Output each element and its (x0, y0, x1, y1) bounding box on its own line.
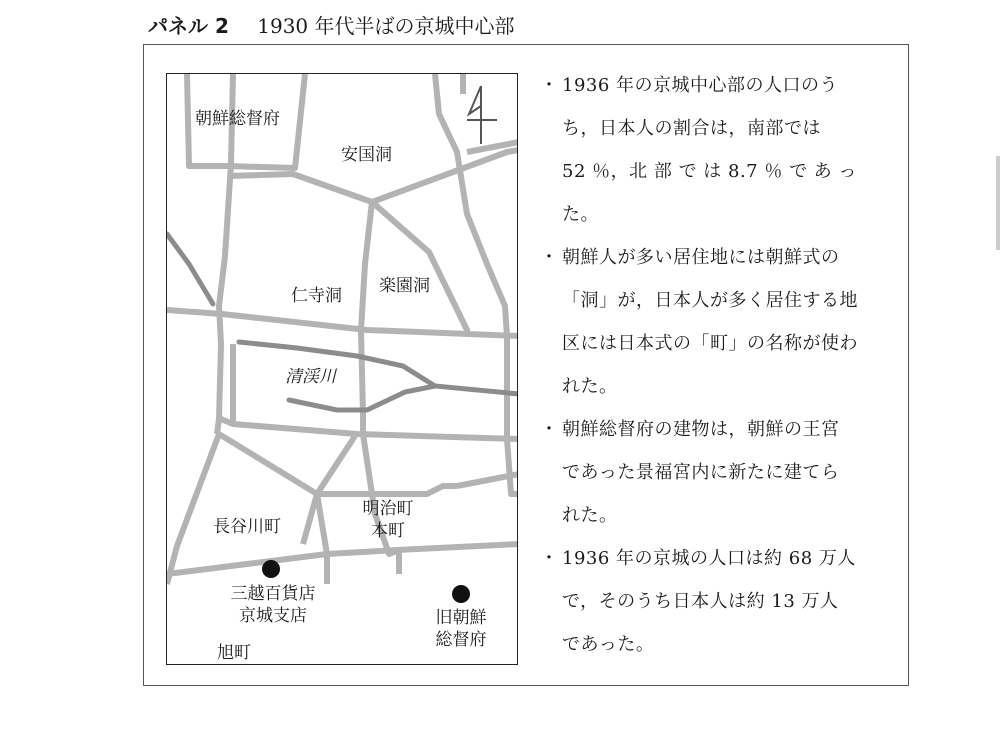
map (166, 73, 518, 665)
notes-list (540, 64, 900, 666)
note-item (540, 236, 900, 408)
note-line: であった景福宮内に新たに建てら (562, 462, 840, 483)
map-label-angukdong: 安国洞 (341, 145, 392, 165)
panel-heading (148, 10, 515, 39)
road (317, 436, 355, 494)
note-item (540, 537, 900, 666)
old-gov-line2: 総督府 (435, 630, 487, 650)
note-line: 1936 年の京城中心部の人口のう (562, 75, 839, 96)
note-line: れた。 (562, 505, 618, 526)
map-label-cheonggyecheon: 清渓川 (285, 367, 336, 387)
note-line: 52 ％，北 部 で は 8.7 ％ で あ っ (562, 161, 858, 182)
cheonggyecheon-river (239, 342, 518, 394)
note-line: で，そのうち日本人は約 13 万人 (562, 591, 839, 612)
note-line: れた。 (562, 376, 618, 397)
road (317, 486, 457, 494)
bullet: ・ (540, 419, 558, 440)
note-line: た。 (562, 204, 599, 225)
bullet: ・ (540, 247, 558, 268)
location-dot-icon (452, 585, 470, 603)
map-label-hasegawacho: 長谷川町 (213, 517, 281, 537)
mitsukoshi-line2: 京城支店 (239, 606, 307, 626)
tributary-stream (167, 234, 213, 304)
bullet: ・ (540, 75, 558, 96)
note-line: 「洞」が，日本人が多く居住する地 (562, 290, 858, 311)
meijicho-text: 明治町 (362, 499, 414, 519)
map-label-old-government-general (423, 607, 499, 651)
location-dot-icon (262, 560, 280, 578)
road (167, 544, 518, 574)
note-item (540, 64, 900, 236)
map-label-mitsukoshi (217, 583, 329, 627)
honmachi-text: 本町 (371, 521, 405, 541)
road (507, 336, 518, 494)
page-edge-tab (996, 156, 1000, 250)
note-line: 1936 年の京城の人口は約 68 万人 (562, 548, 856, 569)
road (167, 434, 219, 584)
bullet: ・ (540, 548, 558, 569)
panel-title: 1930 年代半ばの京城中心部 (257, 14, 515, 38)
map-label-asahicho: 旭町 (217, 643, 251, 663)
road (303, 494, 317, 544)
map-label-insadong: 仁寺洞 (291, 286, 342, 306)
note-line: 区には日本式の「町」の名称が使わ (562, 333, 858, 354)
old-gov-line1: 旧朝鮮 (435, 608, 487, 628)
map-label-government-general: 朝鮮総督府 (195, 109, 280, 129)
north-arrow-icon (467, 86, 497, 144)
note-line: 朝鮮総督府の建物は，朝鮮の王宮 (562, 419, 840, 440)
road (372, 202, 467, 336)
note-item (540, 408, 900, 537)
map-label-nagwondong: 楽園洞 (379, 276, 430, 296)
map-label-meijicho (353, 498, 423, 542)
road (361, 202, 372, 434)
note-line: であった。 (562, 634, 655, 655)
note-line: ち，日本人の割合は，南部では (562, 118, 821, 139)
note-line: 朝鮮人が多い居住地には朝鮮式の (562, 247, 840, 268)
panel-label: パネル 2 (148, 14, 229, 38)
north-arrow-head (469, 86, 481, 114)
mitsukoshi-line1: 三越百貨店 (230, 584, 316, 604)
